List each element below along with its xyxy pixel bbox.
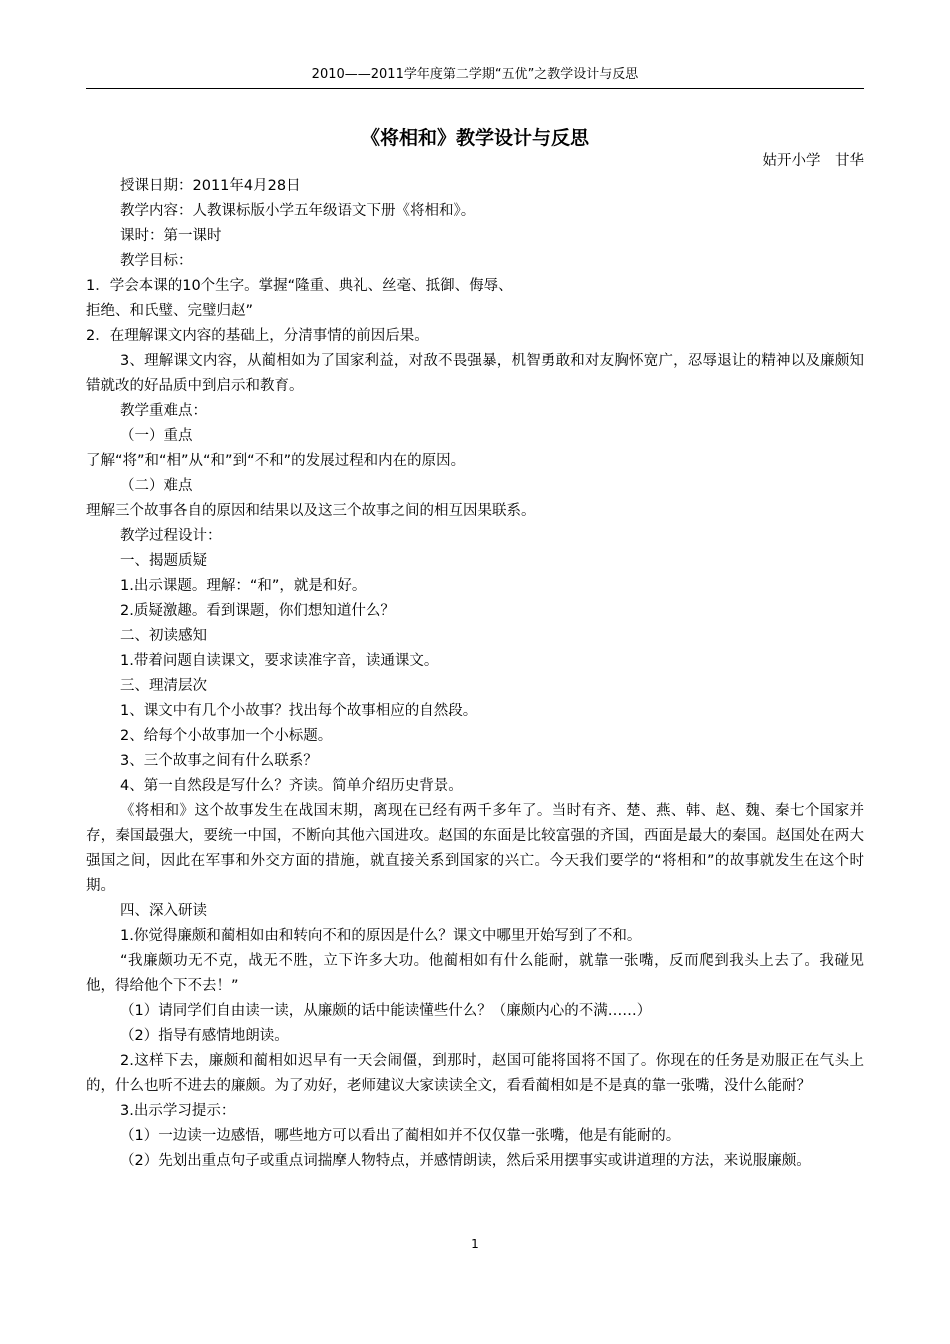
document-body: [86, 174, 864, 1174]
paragraph: 授课日期：2011年4月28日: [120, 178, 301, 194]
paragraph: 2、给每个小故事加一个小标题。: [120, 728, 333, 744]
paragraph: （1）一边读一边感悟，哪些地方可以看出了蔺相如并不仅仅靠一张嘴，他是有能耐的。: [120, 1128, 681, 1144]
paragraph: （2）先划出重点句子或重点词揣摩人物特点，并感情朗读，然后采用摆事实或讲道理的方法，来说服廉颇。: [120, 1153, 811, 1169]
paragraph: 教学过程设计：: [120, 528, 222, 544]
paragraph: 1.你觉得廉颇和蔺相如由和转向不和的原因是什么？课文中哪里开始写到了不和。: [120, 928, 642, 944]
running-header: 2010——2011学年度第二学期“五优”之教学设计与反思: [311, 67, 639, 82]
paragraph: 二、初读感知: [120, 628, 207, 644]
paragraph: 课时：第一课时: [120, 228, 222, 244]
paragraph: 拒绝、和氏璧、完璧归赵”: [86, 303, 254, 319]
paragraph: 教学重难点：: [120, 403, 207, 419]
paragraph: 3、理解课文内容，从蔺相如为了国家利益，对敌不畏强暴，机智勇敢和对友胸怀宽广，忍辱退让的精神以及廉颇知错就改的好品质中到启示和教育。: [86, 353, 864, 394]
paragraph: 2.这样下去，廉颇和蔺相如迟早有一天会闹僵，到那时，赵国可能将国将不国了。你现在的任务是劝服正在气头上的，什么也听不进去的廉颇。为了劝好，老师建议大家读读全文，看看蔺相如是不是真的靠一张嘴，没什么能耐？: [86, 1053, 864, 1094]
paragraph: 2.质疑激趣。看到课题，你们想知道什么？: [120, 603, 395, 619]
paragraph: 《将相和》这个故事发生在战国末期，离现在已经有两千多年了。当时有齐、楚、燕、韩、赵、魏、秦七个国家并存，秦国最强大，要统一中国，不断向其他六国进攻。赵国的东面是比较富强的齐国，西面是最大的秦国。赵国处在两大强国之间，因此在军事和外交方面的措施，就直接关系到国家的兴亡。今天我们要学的“将相和”的故事就发生在这个时期。: [86, 803, 864, 894]
paragraph: 1、课文中有几个小故事？找出每个故事相应的自然段。: [120, 703, 478, 719]
paragraph: （1）请同学们自由读一读，从廉颇的话中能读懂些什么？（廉颇内心的不满……）: [120, 1003, 652, 1019]
paragraph: 3、三个故事之间有什么联系？: [120, 753, 318, 769]
author-line: 姑开小学 甘华: [762, 153, 864, 169]
paragraph: 教学目标：: [120, 253, 193, 269]
paragraph: 理解三个故事各自的原因和结果以及这三个故事之间的相互因果联系。: [86, 503, 536, 519]
paragraph: 1.带着问题自读课文，要求读准字音，读通课文。: [120, 653, 439, 669]
paragraph: 3.出示学习提示：: [120, 1103, 236, 1119]
paragraph: 1.出示课题。理解：“和”，就是和好。: [120, 578, 367, 594]
paragraph: 了解“将”和“相”从“和”到“不和”的发展过程和内在的原因。: [86, 453, 466, 469]
paragraph: 四、深入研读: [120, 903, 207, 919]
paragraph: 2．在理解课文内容的基础上，分清事情的前因后果。: [86, 328, 429, 344]
paragraph: 一、揭题质疑: [120, 553, 207, 569]
paragraph: 4、第一自然段是写什么？齐读。简单介绍历史背景。: [120, 778, 463, 794]
paragraph: “我廉颇功无不克，战无不胜，立下许多大功。他蔺相如有什么能耐，就靠一张嘴，反而爬到我头上去了。我碰见他，得给他个下不去！”: [86, 953, 864, 994]
paragraph: 三、理清层次: [120, 678, 207, 694]
paragraph: （二）难点: [120, 478, 193, 494]
paragraph: （2）指导有感情地朗读。: [120, 1028, 289, 1044]
paragraph: 教学内容：人教课标版小学五年级语文下册《将相和》。: [120, 203, 476, 219]
document-title: 《将相和》教学设计与反思: [360, 127, 589, 149]
header-rule: [86, 88, 864, 89]
paragraph: （一）重点: [120, 428, 193, 444]
page-number: 1: [471, 1237, 479, 1251]
paragraph: 1．学会本课的10个生字。掌握“隆重、典礼、丝毫、抵御、侮辱、: [86, 278, 513, 294]
